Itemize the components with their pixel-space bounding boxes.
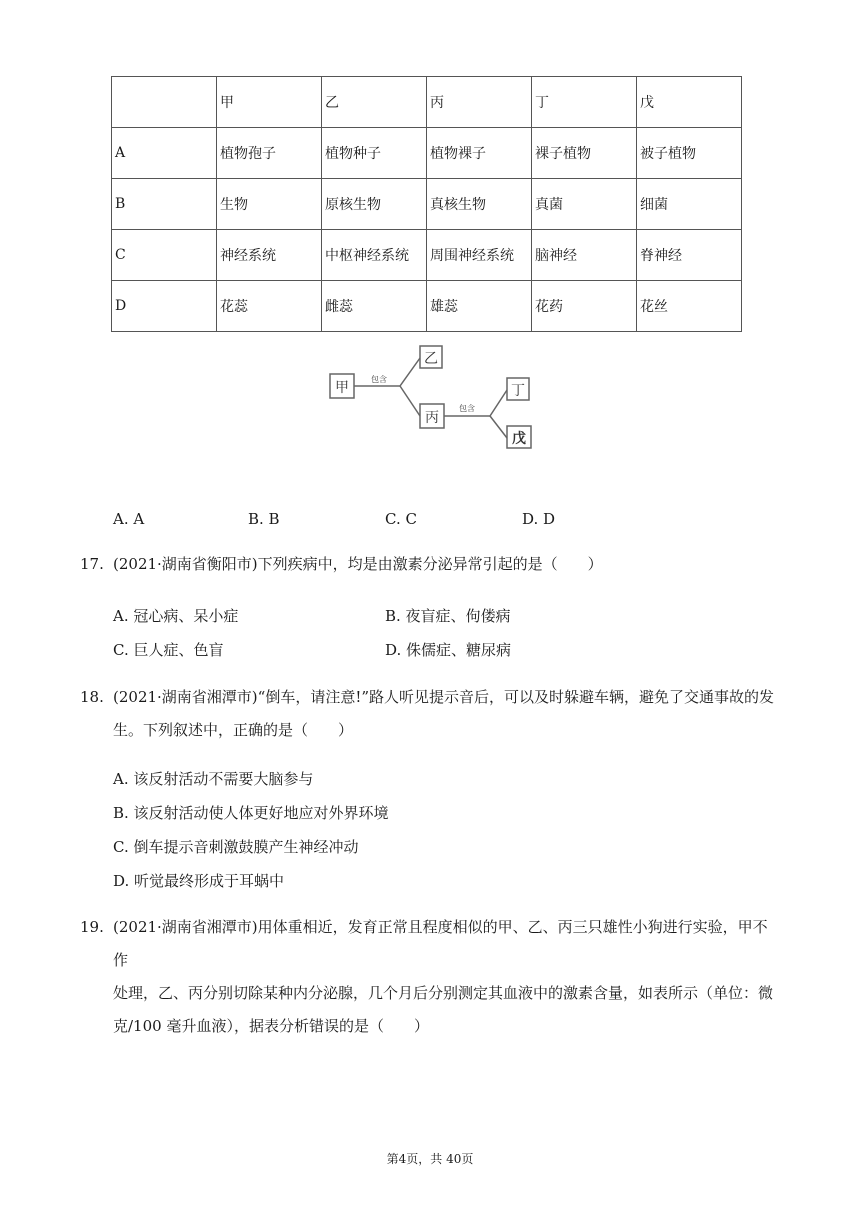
table-cell: 脊神经 <box>637 230 742 281</box>
diagram-box-ding: 丁 <box>511 383 525 399</box>
table-cell <box>112 77 217 128</box>
question-17 <box>80 548 780 581</box>
table-cell: 原核生物 <box>322 179 427 230</box>
question-text-line: (2021·湖南省湘潭市)用体重相近，发育正常且程度相似的甲、乙、丙三只雄性小狗进行实验，甲不作 <box>113 918 768 969</box>
table-row <box>112 128 742 179</box>
q17-option-b: B. 夜盲症、佝偻病 <box>385 607 511 625</box>
table-cell: 雄蕊 <box>427 281 532 332</box>
q18-option-c: C. 倒车提示音刺激鼓膜产生神经冲动 <box>113 838 359 856</box>
question-text-line: (2021·湖南省湘潭市)“倒车，请注意!”路人听见提示音后，可以及时躲避车辆，避免了交通事故的发 <box>113 688 775 706</box>
q16-option-b: B. B <box>248 510 280 528</box>
table-cell: 生物 <box>217 179 322 230</box>
table-cell: 植物种子 <box>322 128 427 179</box>
diagram-box-jia: 甲 <box>335 380 349 396</box>
table-cell: D <box>112 281 217 332</box>
table-cell: 雌蕊 <box>322 281 427 332</box>
table-cell: 细菌 <box>637 179 742 230</box>
question-number: 18. <box>80 688 104 706</box>
table-cell: 花丝 <box>637 281 742 332</box>
page-footer: 第4页，共 40页 <box>386 1152 474 1166</box>
table-cell: 真核生物 <box>427 179 532 230</box>
question-text-line: 生。下列叙述中，正确的是（ ） <box>113 721 354 739</box>
q18-option-a: A. 该反射活动不需要大脑参与 <box>113 770 314 788</box>
q17-option-a: A. 冠心病、呆小症 <box>113 607 239 625</box>
question-18 <box>80 681 780 747</box>
table-cell: A <box>112 128 217 179</box>
diagram-box-yi: 乙 <box>424 351 438 367</box>
table-cell: 中枢神经系统 <box>322 230 427 281</box>
table-cell: 花蕊 <box>217 281 322 332</box>
table-cell: 植物裸子 <box>427 128 532 179</box>
diagram-box-wu: 戊 <box>512 431 526 447</box>
table-cell: 乙 <box>322 77 427 128</box>
question-text-line: 克/100 毫升血液），据表分析错误的是（ ） <box>113 1017 429 1035</box>
table-cell: 植物孢子 <box>217 128 322 179</box>
table-cell: 裸子植物 <box>532 128 637 179</box>
table-cell: 花药 <box>532 281 637 332</box>
q16-option-a: A. A <box>113 510 145 528</box>
table-cell: C <box>112 230 217 281</box>
table-cell: 丁 <box>532 77 637 128</box>
table-cell: 真菌 <box>532 179 637 230</box>
classification-table <box>111 76 742 332</box>
inclusion-diagram <box>325 338 545 458</box>
q16-option-c: C. C <box>385 510 417 528</box>
table-cell: 神经系统 <box>217 230 322 281</box>
table-cell: 被子植物 <box>637 128 742 179</box>
table-row <box>112 230 742 281</box>
table-cell: 周围神经系统 <box>427 230 532 281</box>
question-number: 17. <box>80 555 104 573</box>
table-cell: B <box>112 179 217 230</box>
diagram-box-bing: 丙 <box>425 410 439 426</box>
table-header-row <box>112 77 742 128</box>
q18-option-d: D. 听觉最终形成于耳蜗中 <box>113 872 285 890</box>
table-row <box>112 281 742 332</box>
table-cell: 脑神经 <box>532 230 637 281</box>
table-row <box>112 179 742 230</box>
question-text: (2021·湖南省衡阳市)下列疾病中，均是由激素分泌异常引起的是（ ） <box>113 555 603 573</box>
q17-option-d: D. 侏儒症、糖尿病 <box>385 641 512 659</box>
diagram-contain-label: 包含 <box>371 375 387 384</box>
table-cell: 甲 <box>217 77 322 128</box>
q17-option-c: C. 巨人症、色盲 <box>113 641 224 659</box>
table-cell: 丙 <box>427 77 532 128</box>
table-cell: 戊 <box>637 77 742 128</box>
q16-option-d: D. D <box>522 510 556 528</box>
q18-option-b: B. 该反射活动使人体更好地应对外界环境 <box>113 804 389 822</box>
question-19 <box>80 911 780 1043</box>
diagram-contain-label: 包含 <box>459 404 475 413</box>
question-text-line: 处理，乙、丙分别切除某种内分泌腺，几个月后分别测定其血液中的激素含量，如表所示（单位：微 <box>113 984 774 1002</box>
question-number: 19. <box>80 918 104 936</box>
